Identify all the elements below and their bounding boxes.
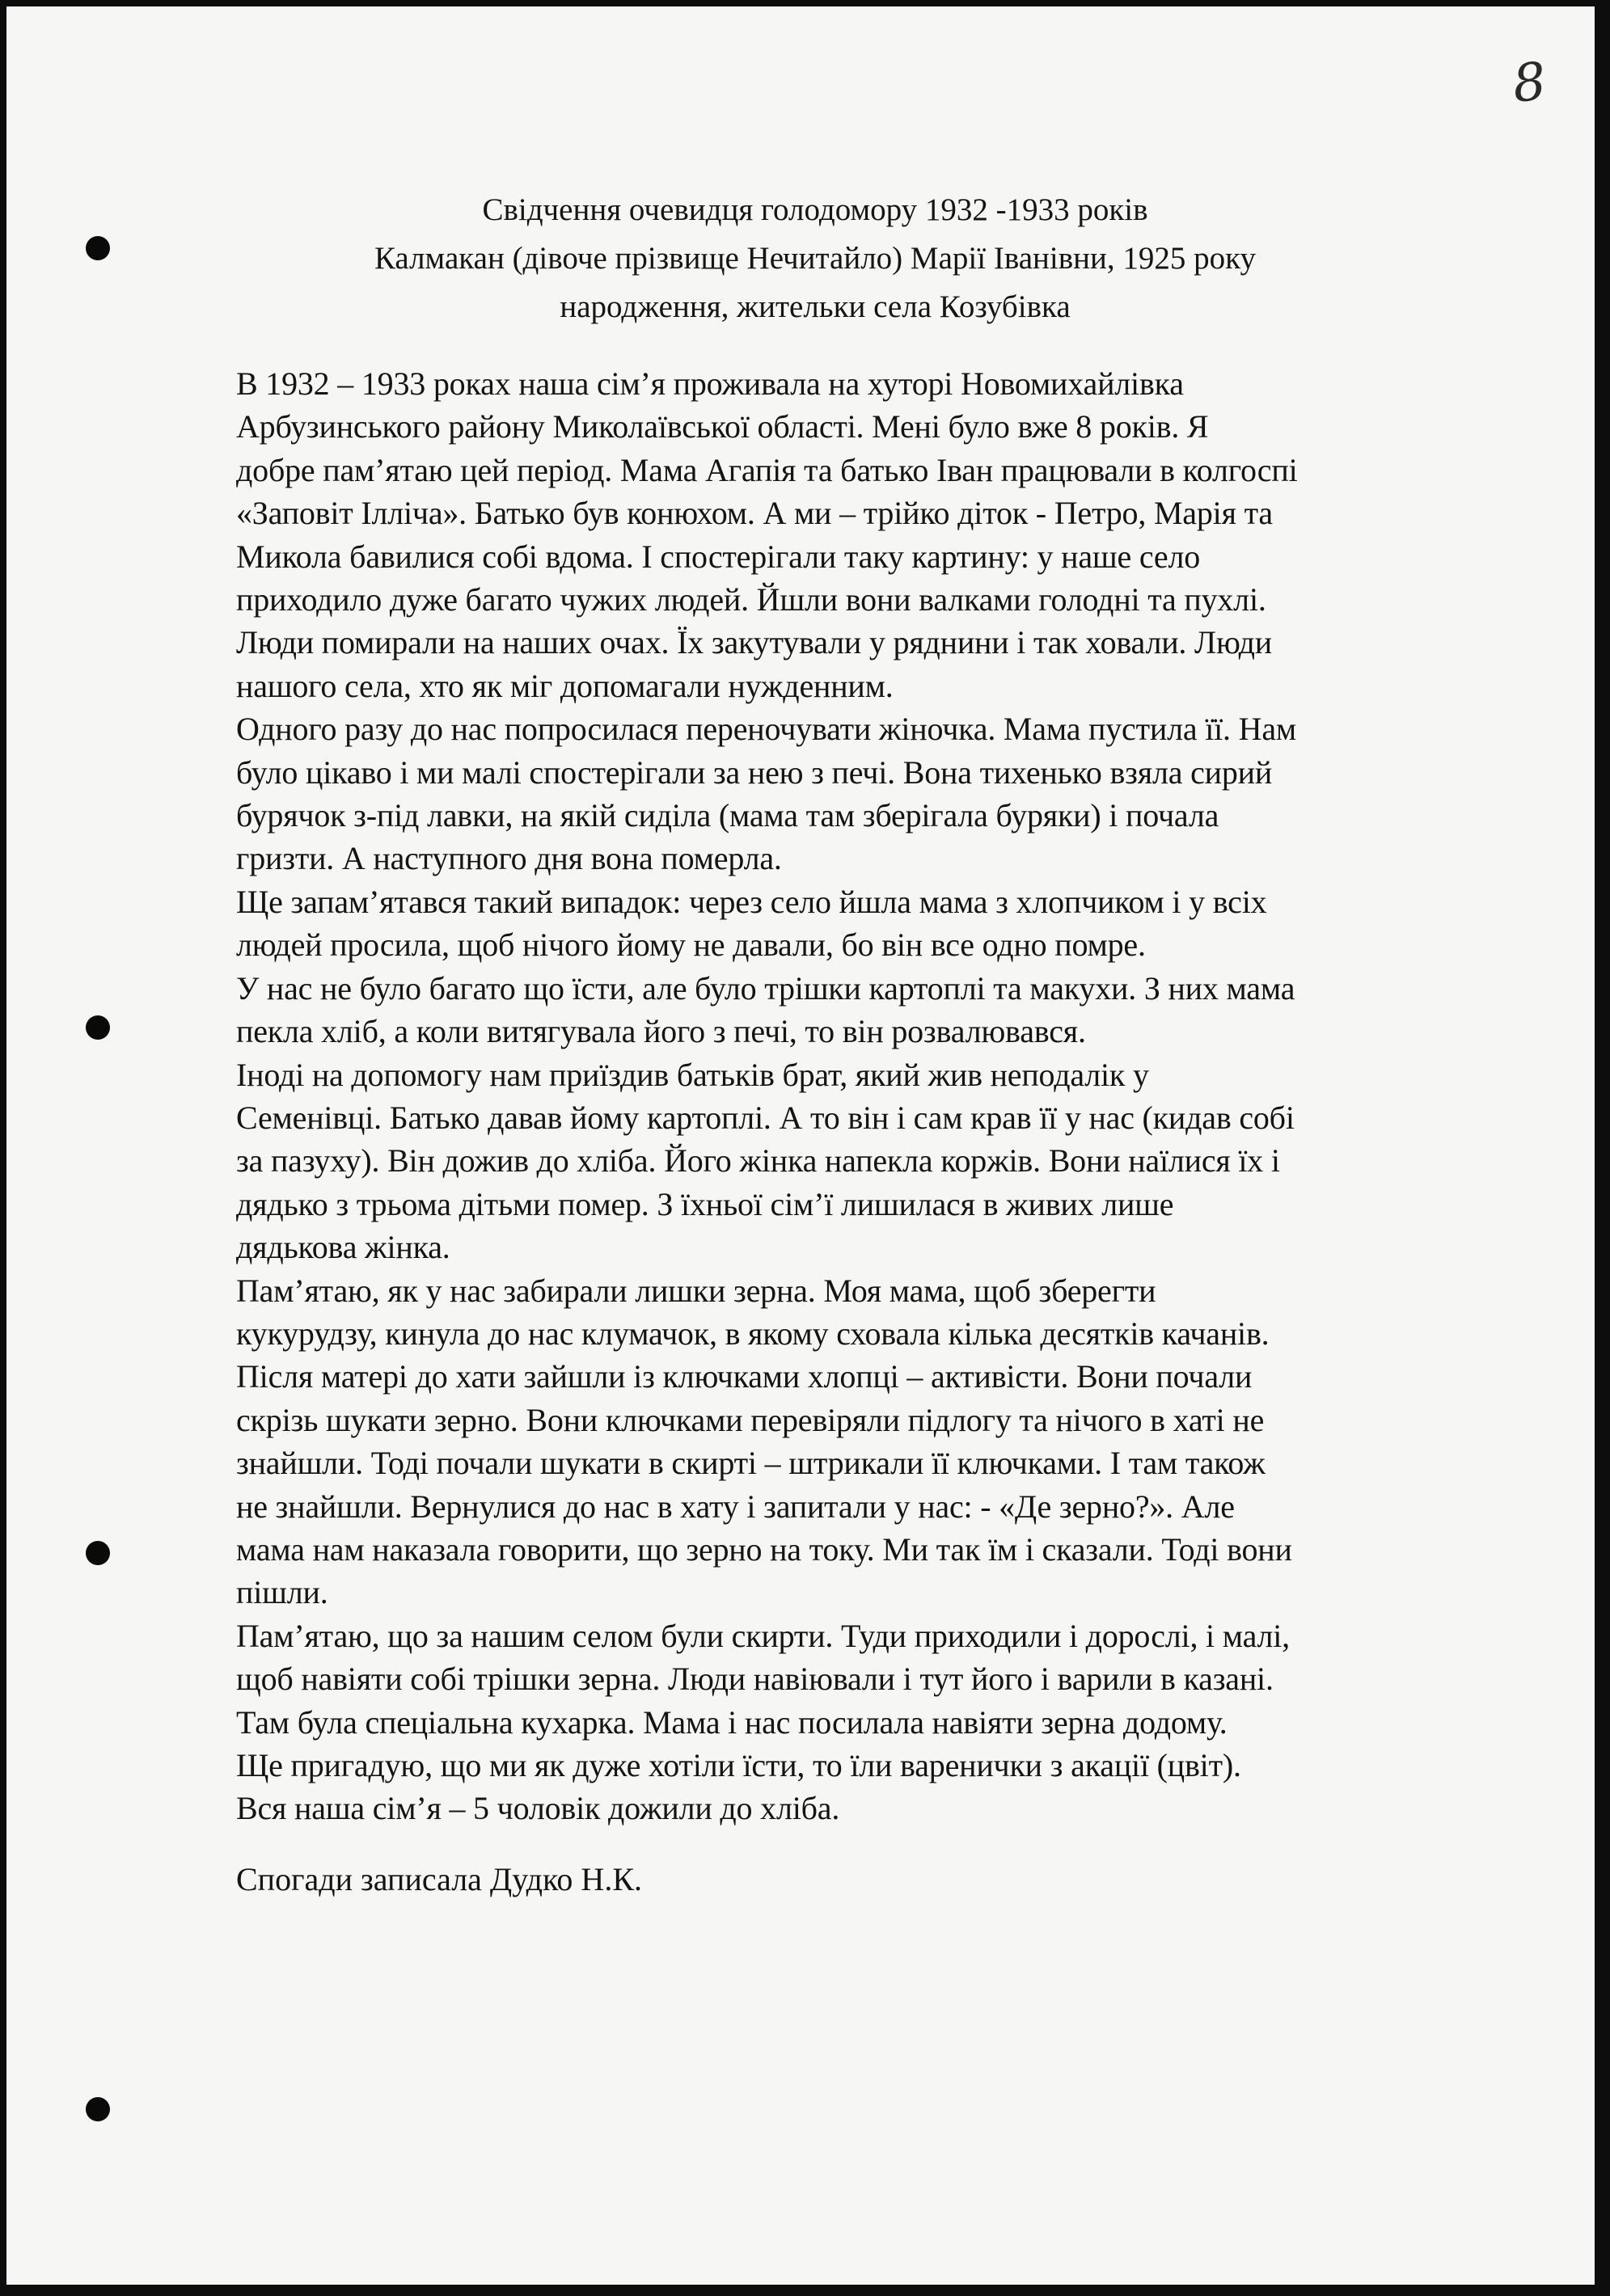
text-line: людей просила, щоб нічого йому не давали, бо він все одно помре.: [236, 926, 1146, 964]
text-line: приходило дуже багато чужих людей. Йшли вони валками голодні та пухлі.: [236, 581, 1266, 618]
text-line: Одного разу до нас попросилася переночувати жіночка. Мама пустила її. Нам: [236, 711, 1296, 748]
signature-note: Спогади записала Дудко Н.К.: [236, 1861, 642, 1897]
text-line: щоб навіяти собі трішки зерна. Люди навіювали і тут його і варили в казані.: [236, 1661, 1274, 1698]
text-line: Пам’ятаю, що за нашим селом були скирти. Туди приходили і дорослі, і малі,: [236, 1617, 1290, 1654]
text-line: дядькова жінка.: [236, 1229, 450, 1266]
text-line: Ще пригадую, що ми як дуже хотіли їсти, то їли варенички з акації (цвіт).: [236, 1747, 1241, 1783]
text-line: У нас не було багато що їсти, але було трішки картоплі та макухи. З них мама: [236, 969, 1295, 1007]
text-line: кукурудзу, кинула до нас клумачок, в якому сховала кілька десятків качанів.: [236, 1315, 1270, 1352]
text-line: нашого села, хто як міг допомагали нужденним.: [236, 667, 894, 704]
text-line: «Заповіт Ілліча». Батько був конюхом. А ми – трійко діток - Петро, Марія та: [236, 495, 1273, 532]
text-line: Семенівці. Батько давав йому картоплі. А то він і сам крав її у нас (кидав собі: [236, 1099, 1295, 1136]
text-line: знайшли. Тоді почали шукати в скирті – штрикали її ключками. І там також: [236, 1445, 1266, 1482]
text-line: не знайшли. Вернулися до нас в хату і запитали у нас: - «Де зерно?». Але: [236, 1488, 1235, 1525]
text-line: В 1932 – 1933 роках наша сім’я проживала на хуторі Новомихайлівка: [236, 365, 1184, 402]
punch-hole: [86, 236, 110, 260]
testimony-text: [236, 362, 1506, 1830]
text-line: Микола бавилися собі вдома. І спостерігали таку картину: у наше село: [236, 538, 1201, 575]
title-line: Калмакан (дівоче прізвище Нечитайло) Марії Іванівни, 1925 року: [374, 241, 1257, 276]
text-line: Люди помирали на наших очах. Їх закутували у ряднини і так ховали. Люди: [236, 624, 1272, 661]
title-line: народження, жительки села Козубівка: [560, 289, 1071, 324]
punch-hole: [86, 1015, 110, 1040]
text-line: мама нам наказала говорити, що зерно на току. Ми так їм і сказали. Тоді вони: [236, 1530, 1292, 1568]
punch-hole: [86, 1541, 110, 1565]
text-line: Ще запам’ятався такий випадок: через село йшла мама з хлопчиком і у всіх: [236, 883, 1267, 920]
text-line: Пам’ятаю, як у нас забирали лишки зерна. Моя мама, щоб зберегти: [236, 1272, 1156, 1309]
text-line: Іноді на допомогу нам приїздив батьків брат, який жив неподалік у: [236, 1056, 1149, 1093]
text-line: гризти. А наступного дня вона померла.: [236, 840, 782, 877]
text-line: Після матері до хати зайшли із ключками хлопці – активісти. Вони почали: [236, 1358, 1253, 1395]
text-line: за пазуху). Він дожив до хліба. Його жінка напекла коржів. Вони наїлися їх і: [236, 1142, 1280, 1180]
punch-hole: [86, 2097, 110, 2121]
text-line: добре пам’ятаю цей період. Мама Агапія та батько Іван працювали в колгоспі: [236, 451, 1298, 488]
text-line: скрізь шукати зерно. Вони ключками перевіряли підлогу та нічого в хаті не: [236, 1401, 1265, 1438]
page-number: 8: [1510, 52, 1549, 115]
text-line: Вся наша сім’я – 5 чоловік дожили до хліба.: [236, 1790, 840, 1827]
document-page: [6, 6, 1595, 2285]
title-line: Свідчення очевидця голодомору 1932 -1933 років: [482, 192, 1148, 227]
text-line: Там була спеціальна кухарка. Мама і нас посилала навіяти зерна додому.: [236, 1703, 1228, 1741]
text-line: дядько з трьома дітьми помер. З їхньої сім’ї лишилася в живих лише: [236, 1185, 1174, 1222]
text-line: пекла хліб, а коли витягувала його з печі, то він розвалювався.: [236, 1013, 1086, 1050]
text-line: пішли.: [236, 1574, 328, 1611]
document-title: [201, 186, 1430, 331]
text-line: бурячок з-під лавки, на якій сиділа (мама там зберігала буряки) і почала: [236, 797, 1219, 834]
text-line: було цікаво і ми малі спостерігали за нею з печі. Вона тихенько взяла сирий: [236, 753, 1273, 791]
text-line: Арбузинського району Миколаївської області. Мені було вже 8 років. Я: [236, 408, 1209, 445]
